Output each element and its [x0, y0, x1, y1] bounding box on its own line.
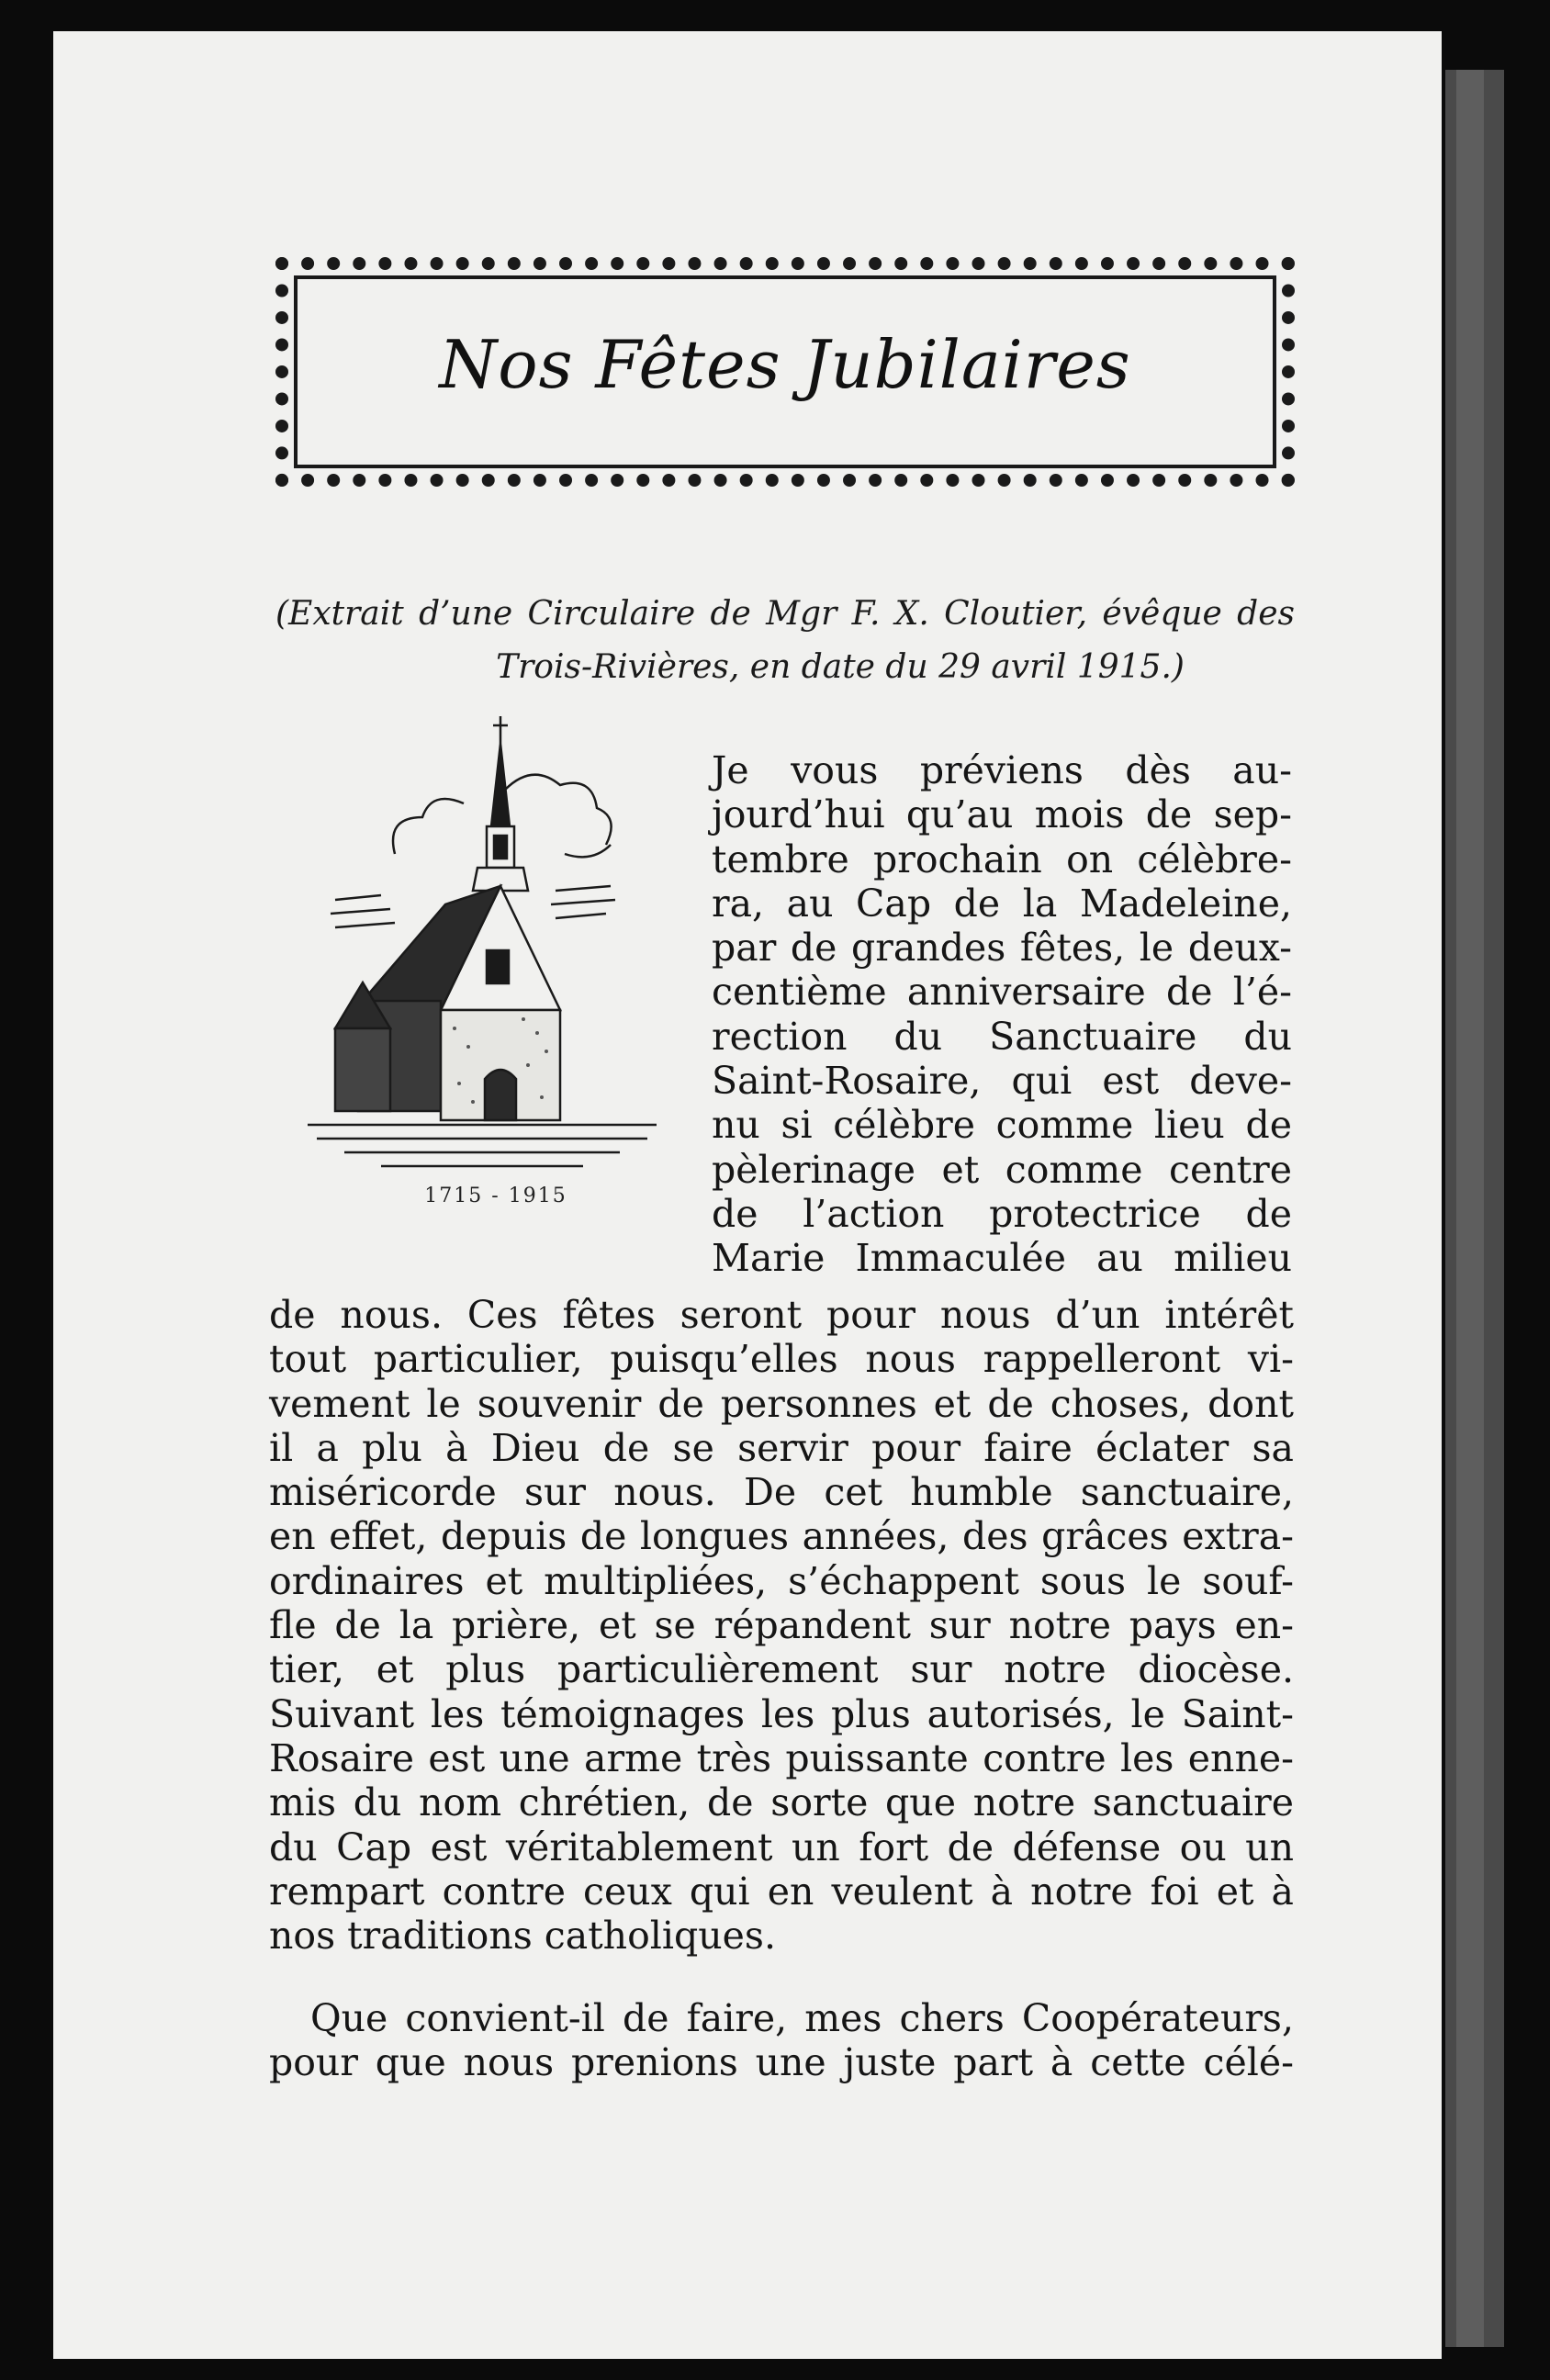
- text-line: pèlerinage et comme centre: [712, 1147, 1292, 1192]
- text-line: tout particulier, puisqu’elles nous rappelleront vi-: [269, 1337, 1294, 1382]
- illustration-caption: 1715 - 1915: [424, 1184, 567, 1207]
- paragraph-2: [269, 1996, 1294, 2085]
- text-line: du Cap est véritablement un fort de défense ou un: [269, 1824, 1294, 1869]
- text-line: pour que nous prenions une juste part à cette célé-: [269, 2040, 1294, 2085]
- text-line: Marie Immaculée au milieu: [712, 1236, 1292, 1281]
- intro-line-1: (Extrait d’une Circulaire de Mgr F. X. Cloutier, évêque des: [275, 595, 1295, 633]
- text-line: fle de la prière, et se répandent sur notre pays en-: [269, 1603, 1294, 1648]
- text-line: ra, au Cap de la Madeleine,: [712, 881, 1292, 926]
- page-edge-inner: [1456, 70, 1484, 2347]
- text-line: jourd’hui qu’au mois de sep-: [712, 792, 1292, 837]
- text-line: de nous. Ces fêtes seront pour nous d’un intérêt: [269, 1293, 1294, 1337]
- text-line: il a plu à Dieu de se servir pour faire éclater sa: [269, 1425, 1294, 1470]
- text-line: nos traditions catholiques.: [269, 1914, 776, 1959]
- text-line: miséricorde sur nous. De cet humble sanctuaire,: [269, 1470, 1294, 1515]
- text-line: de l’action protectrice de: [712, 1191, 1292, 1236]
- text-line: vement le souvenir de personnes et de choses, dont: [269, 1381, 1294, 1426]
- text-line: Suivant les témoignages les plus autorisés, le Saint-: [269, 1691, 1294, 1736]
- intro-citation: [275, 588, 1295, 694]
- text-line: Que convient-il de faire, mes chers Coopérateurs,: [310, 1996, 1294, 2040]
- text-line: ordinaires et multipliées, s’échappent sous le souf-: [269, 1558, 1294, 1603]
- text-line: centième anniversaire de l’é-: [712, 970, 1292, 1015]
- text-line: Saint-Rosaire, qui est deve-: [712, 1059, 1292, 1104]
- paragraph-1-full-width: [269, 1293, 1294, 1958]
- paragraph-1-right-column: [712, 748, 1292, 1281]
- text-line: par de grandes fêtes, le deux-: [712, 926, 1292, 971]
- intro-line-2: Trois-Rivières, en date du 29 avril 1915.): [496, 648, 1185, 686]
- page-title: Nos Fêtes Jubilaires: [439, 326, 1131, 403]
- chapel-illustration: [308, 716, 657, 1194]
- text-line: Rosaire est une arme très puissante contre les enne-: [269, 1735, 1294, 1780]
- text-line: mis du nom chrétien, de sorte que notre sanctuaire: [269, 1780, 1294, 1825]
- text-line: en effet, depuis de longues années, des grâces extra-: [269, 1514, 1294, 1559]
- text-line: rection du Sanctuaire du: [712, 1014, 1292, 1059]
- text-line: nu si célèbre comme lieu de: [712, 1103, 1292, 1148]
- text-line: rempart contre ceux qui en veulent à notre foi et à: [269, 1869, 1294, 1914]
- text-line: Je vous préviens dès au-: [712, 748, 1292, 792]
- text-line: tier, et plus particulièrement sur notre diocèse.: [269, 1647, 1294, 1692]
- text-line: tembre prochain on célèbre-: [712, 836, 1292, 881]
